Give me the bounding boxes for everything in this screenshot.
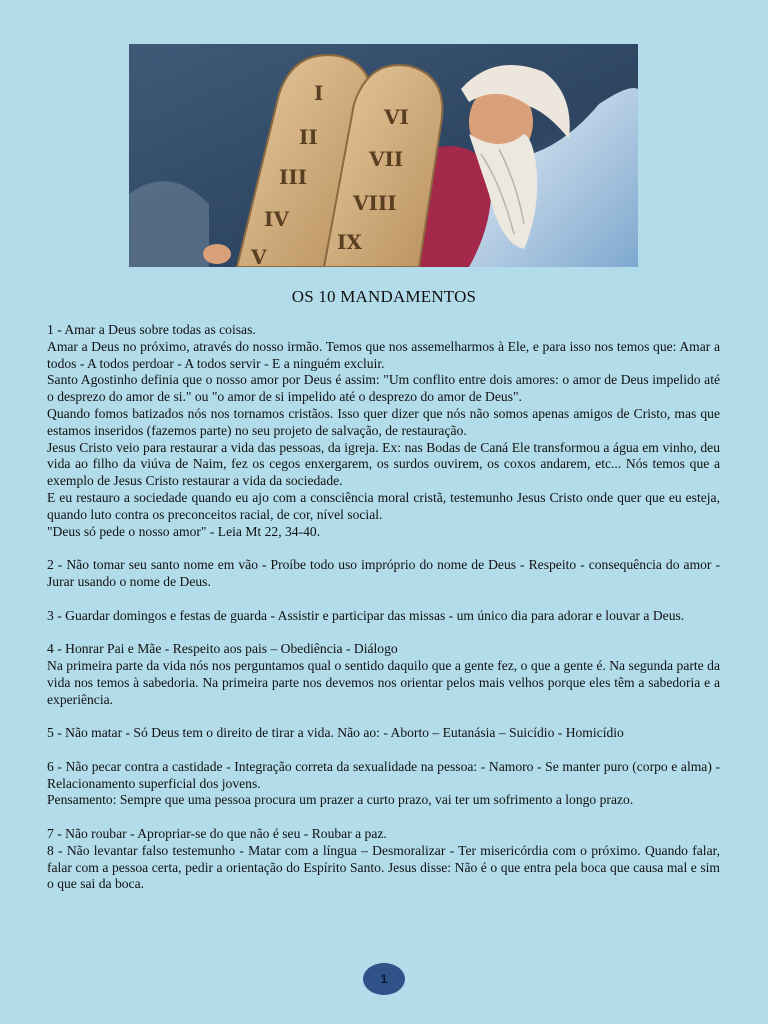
body-paragraph: 1 - Amar a Deus sobre todas as coisas. xyxy=(47,322,256,337)
body-paragraph: 5 - Não matar - Só Deus tem o direito de tirar a vida. Não ao: - Aborto – Eutanásia – Suicídio - Homicídio xyxy=(47,725,624,741)
body-paragraph: Santo Agostinho definia que o nosso amor por Deus é assim: "Um conflito entre dois amores: o amor de Deus impelido até o desprezo do amor de si." ou "o amor de si impelido até o desprezo do amor de Deus". xyxy=(47,372,720,405)
body-paragraph: 2 - Não tomar seu santo nome em vão - Proíbe todo uso impróprio do nome de Deus - Respeito - consequência do amor - Jurar usando o nome de Deus. xyxy=(47,557,720,589)
body-paragraph: Jesus Cristo veio para restaurar a vida das pessoas, da igreja. Ex: nas Bodas de Caná Ele transformou a água em vinho, deu vida ao filho da viúva de Naim, fez os cegos enxergarem, os surdos ouvirem, os coxos andarem, etc... Nós temos que a exemplo de Jesus Cristo restaurar a vida da sociedade. xyxy=(47,439,720,489)
tablet-numeral-4: IV xyxy=(264,207,289,231)
tablet-numeral-7: VII xyxy=(369,147,404,171)
commandments-text xyxy=(47,322,720,893)
body-paragraph: 8 - Não levantar falso testemunho - Matar com a língua – Desmoralizar - Ter misericórdia com o próximo. Quando falar, falar com a pessoa certa, pedir a orientação do Espírito Santo. Jesus disse: Não é o que entra pela boca que causa mal e sim o que sai da boca. xyxy=(47,842,720,892)
tablet-numeral-10: X xyxy=(344,266,345,267)
page-number-badge: 1 xyxy=(363,963,405,995)
body-paragraph: Quando fomos batizados nós nos tornamos cristãos. Isso quer dizer que nós não somos apenas amigos de Cristo, mas que estamos inseridos (fazemos parte) no seu projeto de salvação, de restauração. xyxy=(47,405,720,438)
body-paragraph: 7 - Não roubar - Apropriar-se do que não é seu - Roubar a paz. xyxy=(47,825,387,841)
body-paragraph: Na primeira parte da vida nós nos perguntamos qual o sentido daquilo que a gente fez, o que a gente é. Na segunda parte da vida nos temos à sabedoria. Na primeira parte nos devemos nos orientar pelos mais velhos porque eles têm a sabedoria e a experiência. xyxy=(47,657,720,707)
tablet-numeral-1: I xyxy=(314,81,324,105)
body-paragraph: E eu restauro a sociedade quando eu ajo com a consciência moral cristã, testemunho Jesus Cristo onde quer que eu esteja, quando luto contra os preconceitos racial, de cor, nível social. xyxy=(47,489,720,522)
moses-ten-commandments-illustration xyxy=(129,44,638,267)
body-paragraph: Pensamento: Sempre que uma pessoa procura um prazer a curto prazo, vai ter um sofrimento a longo prazo. xyxy=(47,792,634,808)
tablet-numeral-2: II xyxy=(299,125,318,149)
body-paragraph: 3 - Guardar domingos e festas de guarda - Assistir e participar das missas - um único dia para adorar e louvar a Deus. xyxy=(47,607,685,623)
tablet-numeral-5: V xyxy=(251,245,267,267)
tablet-numeral-3: III xyxy=(279,165,308,189)
body-paragraph: 4 - Honrar Pai e Mãe - Respeito aos pais – Obediência - Diálogo xyxy=(47,641,398,657)
page-title: OS 10 MANDAMENTOS xyxy=(291,287,477,306)
body-paragraph: 6 - Não pecar contra a castidade - Integração correta da sexualidade na pessoa: - Namoro - Se manter puro (corpo e alma) - Relacionamento superficial dos jovens. xyxy=(47,758,720,791)
body-paragraph: "Deus só pede o nosso amor" - Leia Mt 22, 34-40. xyxy=(47,523,321,539)
body-paragraph: Amar a Deus no próximo, através do nosso irmão. Temos que nos assemelharmos à Ele, e para isso nos temos que: Amar a todos - A todos perdoar - A todos servir - E a ninguém excluir. xyxy=(47,338,720,371)
tablet-numeral-9: IX xyxy=(337,230,362,254)
tablet-numeral-8: VIII xyxy=(353,191,397,215)
tablet-numeral-6: VI xyxy=(384,105,409,129)
